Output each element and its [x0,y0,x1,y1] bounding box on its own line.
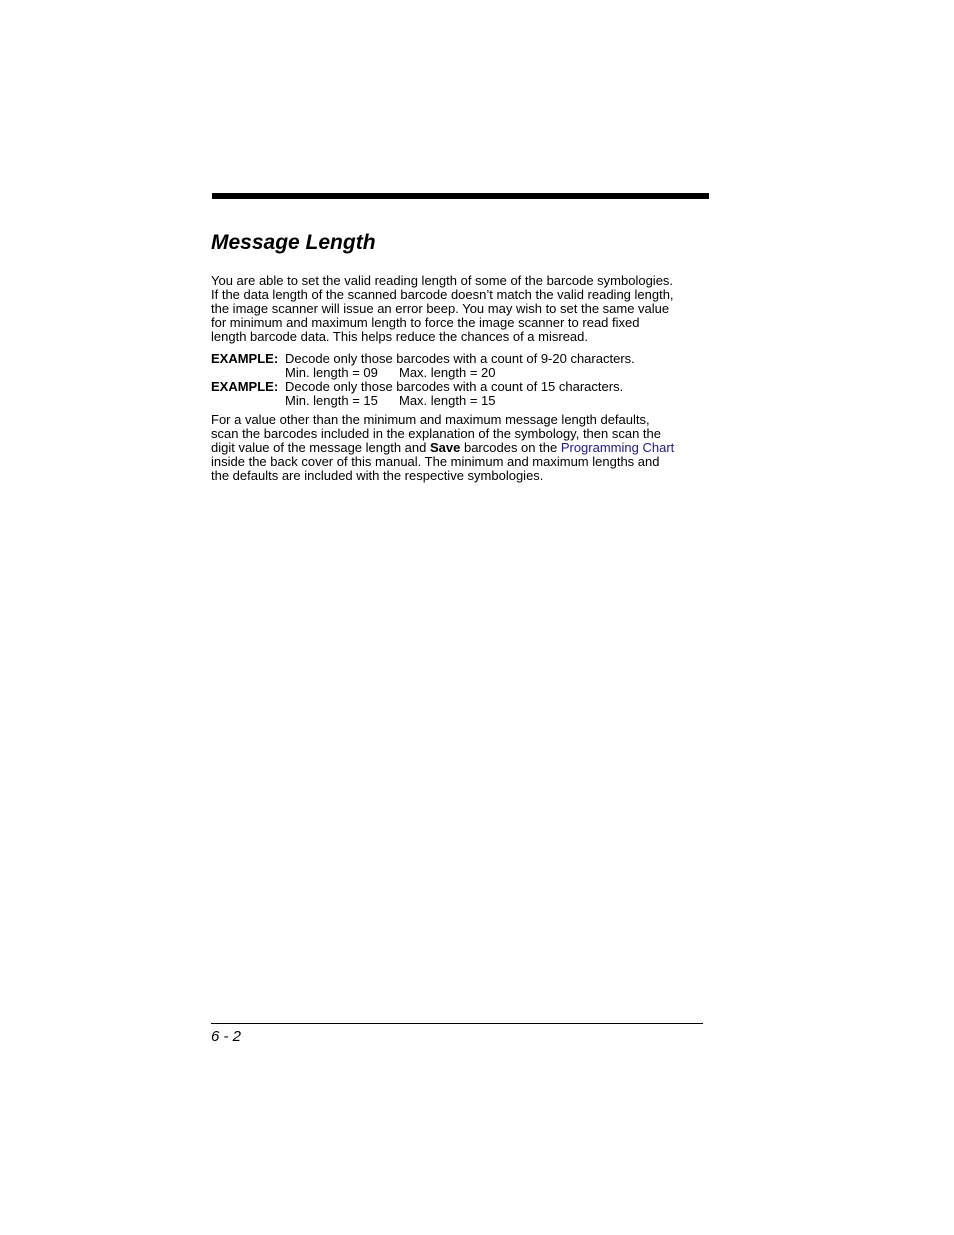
bottom-rule [211,1023,703,1024]
example-text: Decode only those barcodes with a count of 9-20 characters. [285,351,635,366]
intro-line: You are able to set the valid reading length of some of the barcode symbologies. [211,273,674,288]
programming-chart-link[interactable]: Programming Chart [560,440,675,455]
example-length-values [285,366,495,380]
example-min-length: Min. length = 15 [285,393,378,408]
top-rule [212,193,709,199]
outro-line: For a value other than the minimum and maximum message length defaults, [211,412,650,427]
examples [211,352,703,408]
content [211,274,703,483]
intro-line: the image scanner will issue an error beep. You may wish to set the same value [211,301,670,316]
example-max-length: Max. length = 20 [399,365,496,380]
outro-paragraph [211,413,703,483]
example-lengths [211,394,703,408]
page-title: Message Length [211,231,376,254]
example-line [211,380,703,394]
example-lengths [211,366,703,380]
page-number: 6 - 2 [211,1028,242,1045]
outro-text: digit value of the message length and [211,440,430,455]
outro-line [211,441,703,455]
intro-line: If the data length of the scanned barcode doesn’t match the valid reading length, [211,287,674,302]
save-keyword: Save [429,440,461,455]
intro-line: length barcode data. This helps reduce the chances of a misread. [211,329,588,344]
outro-line: the defaults are included with the respective symbologies. [211,468,544,483]
intro-paragraph [211,274,703,344]
outro-line: scan the barcodes included in the explanation of the symbology, then scan the [211,426,661,441]
example-indent [211,366,285,380]
example-min-length: Min. length = 09 [285,365,378,380]
example-max-length: Max. length = 15 [399,393,496,408]
example-text: Decode only those barcodes with a count of 15 characters. [285,379,624,394]
example-indent [211,394,285,408]
intro-line: for minimum and maximum length to force the image scanner to read fixed [211,315,640,330]
example-line [211,352,703,366]
example-length-values [285,394,495,408]
outro-line: inside the back cover of this manual. The minimum and maximum lengths and [211,454,660,469]
outro-text: barcodes on the [460,440,561,455]
example-label: EXAMPLE: [211,379,279,394]
example-label: EXAMPLE: [211,351,279,366]
